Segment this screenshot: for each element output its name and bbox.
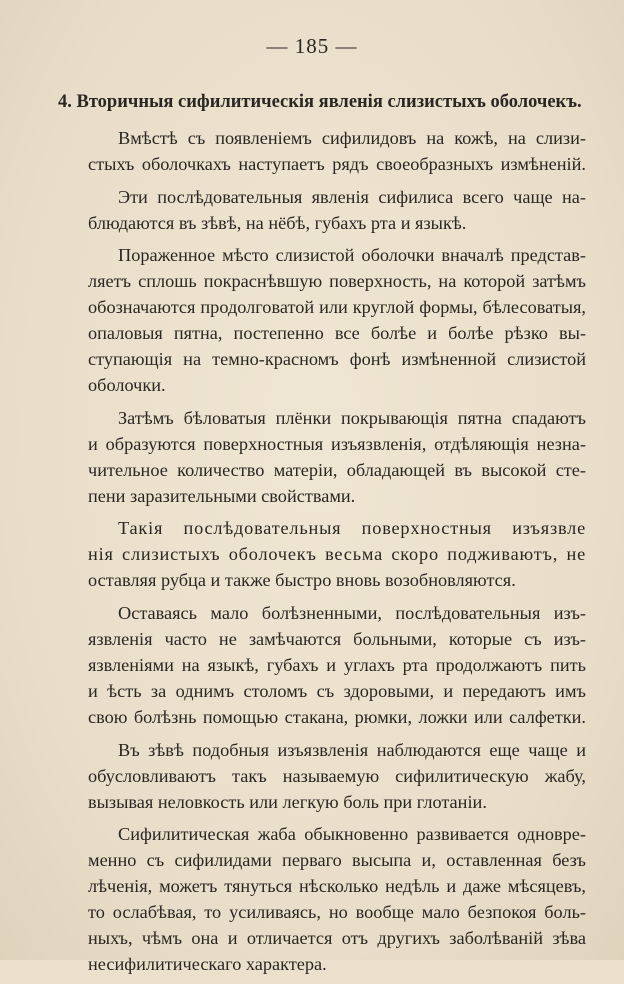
text-line: нія слизистыхъ оболочекъ весьма скоро подживаютъ, не xyxy=(88,544,586,565)
text-line: Сифилитическая жаба обыкновенно развивается одновре- xyxy=(118,824,586,845)
text-line: лѣченія, можетъ тянуться нѣсколько недѣль и даже мѣсяцевъ, xyxy=(88,876,586,897)
text-line: пени заразительными свойствами. xyxy=(88,485,356,506)
text-line: оставляя рубца и также быстро вновь возобновляются. xyxy=(88,570,516,591)
text-line: Затѣмъ бѣловатыя плёнки покрывающія пятна спадаютъ xyxy=(118,407,586,428)
text-line: Эти послѣдовательныя явленія сифилиса всего чаще на- xyxy=(118,186,586,207)
text-line: Вмѣстѣ съ появленіемъ сифилидовъ на кожѣ, на слизи- xyxy=(118,128,586,148)
paragraph xyxy=(88,184,586,236)
text-line: менно съ сифилидами перваго высыпа и, оставленная безъ xyxy=(88,850,586,871)
text-line: обусловливаютъ такъ называемую сифилитическую жабу, xyxy=(88,765,586,786)
text-line: Въ зѣвѣ подобныя изъязвленія наблюдаются еще чаще и xyxy=(118,739,586,760)
paragraph xyxy=(88,515,586,593)
paragraph xyxy=(88,821,586,977)
body-text xyxy=(88,125,586,984)
text-line: то ослабѣвая, то усиливаясь, но вообще мало безпокоя боль- xyxy=(88,902,586,923)
text-line: оболочки. xyxy=(88,375,166,396)
section-heading: 4. Вторичныя сифилитическія явленія слизистыхъ оболочекъ. xyxy=(58,92,582,112)
text-line: обозначаются продолговатой или круглой формы, бѣлесоватыя, xyxy=(88,297,586,318)
text-line: ступающія на темно-красномъ фонѣ измѣненной слизистой xyxy=(88,349,586,370)
text-line: ляетъ сплошь покраснѣвшую поверхность, на которой затѣмъ xyxy=(88,271,586,292)
paragraph xyxy=(88,600,586,730)
text-line: язвленія часто не замѣчаются больными, которые съ изъ- xyxy=(88,628,586,649)
text-line: и ѣсть за однимъ столомъ съ здоровыми, и передаютъ имъ xyxy=(88,680,586,701)
text-line: ныхъ, чѣмъ она и отличается отъ другихъ заболѣваній зѣва xyxy=(88,928,586,949)
paragraph xyxy=(88,737,586,815)
paragraph xyxy=(88,242,586,398)
text-line: и образуются поверхностныя изъязвленія, отдѣляющія незна- xyxy=(88,433,586,454)
text-line: несифилитическаго характера. xyxy=(88,954,327,975)
text-line: Такія послѣдовательныя поверхностныя изъязвле xyxy=(118,518,586,539)
text-line: Пораженное мѣсто слизистой оболочки вначалѣ представ- xyxy=(118,245,586,266)
text-line: чительное количество матеріи, обладающей въ высокой сте- xyxy=(88,459,586,480)
text-line: блюдаются въ зѣвѣ, на нёбѣ, губахъ рта и языкѣ. xyxy=(88,212,467,233)
text-line: опаловыя пятна, постепенно все болѣе и болѣе рѣзко вы- xyxy=(88,323,586,344)
text-line: свою болѣзнь помощью стакана, рюмки, ложки или салфетки. xyxy=(88,706,586,727)
text-line: стыхъ оболочкахъ наступаетъ рядъ своеобразныхъ измѣненій. xyxy=(88,154,586,174)
text-line: Оставаясь мало болѣзненными, послѣдовательныя изъ- xyxy=(118,602,586,623)
text-line: вызывая неловкость или легкую боль при глотаніи. xyxy=(88,791,487,812)
paragraph xyxy=(88,405,586,509)
text-line: язвленіями на языкѣ, губахъ и углахъ рта продолжаютъ пить xyxy=(88,654,586,675)
page-number: — 185 — xyxy=(266,34,358,58)
paragraph xyxy=(88,125,586,177)
